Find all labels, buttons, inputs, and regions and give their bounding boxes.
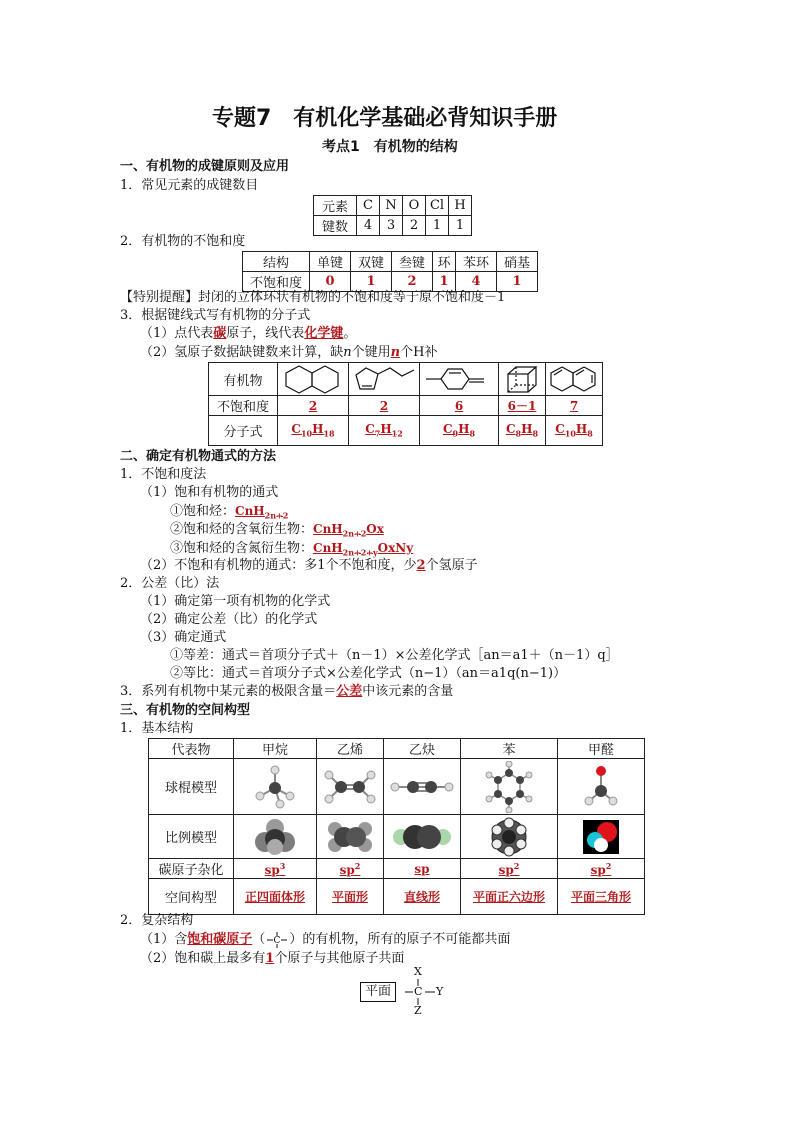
text: ①饱和烃： xyxy=(170,504,236,519)
hybrid-cell: $sp^2$ xyxy=(461,859,558,879)
text: （2）氢原子数据缺键数来计算，缺 xyxy=(140,345,344,360)
paragraph xyxy=(120,683,453,701)
formula-cell: $C_7H_{12}$ xyxy=(349,416,420,446)
text: 个原子与其他原子共面 xyxy=(274,951,405,966)
z-label: Z xyxy=(414,1004,422,1017)
paragraph: 1．常见元素的成键数目 xyxy=(120,178,259,193)
table-cell: 分子式 xyxy=(209,416,278,446)
formula-text: CnH$_{2n+2}$Ox xyxy=(313,522,384,539)
table-cell: 0 xyxy=(310,272,351,292)
table-cell: N xyxy=(380,196,403,216)
table-cell: 硝基 xyxy=(497,252,538,272)
formula-cell: $C_{10}H_8$ xyxy=(546,416,603,446)
table-cell: 空间构型 xyxy=(149,879,234,915)
text: （1）含 xyxy=(140,932,188,947)
formula-cell: $C_9H_8$ xyxy=(420,416,499,446)
table-header: 苯 xyxy=(461,739,558,759)
section-heading-1: 一、有机物的成键原则及应用 xyxy=(120,159,290,174)
paragraph: 1．不饱和度法 xyxy=(120,467,207,482)
section-heading-3: 三、有机物的空间构型 xyxy=(120,703,251,718)
answer-text: 化学键 xyxy=(304,326,344,341)
acetylene-space-filling-icon xyxy=(384,815,461,859)
table-cell: 碳原子杂化 xyxy=(149,859,234,879)
structure-styrene-icon xyxy=(420,363,499,396)
x-label: X xyxy=(414,965,422,978)
table-cell: 6 xyxy=(420,396,499,416)
paragraph: （3）确定通式 xyxy=(140,630,227,645)
table-cell: 苯环 xyxy=(456,252,497,272)
table-cell: Cl xyxy=(426,196,449,216)
table-cell: 球棍模型 xyxy=(149,759,234,815)
text: 原子，线代表 xyxy=(226,326,305,341)
paragraph: 1．基本结构 xyxy=(120,721,194,736)
plane-diagram xyxy=(360,965,460,1018)
table-cell: 有机物 xyxy=(209,363,278,396)
text: ）的有机物，所有的原子不可能都共面 xyxy=(289,932,511,947)
table-cell: 6－1 xyxy=(499,396,546,416)
table-cell: H xyxy=(449,196,472,216)
table-header: 甲烷 xyxy=(234,739,317,759)
paragraph xyxy=(140,325,356,343)
table-header: 甲醛 xyxy=(558,739,645,759)
answer-text: 1 xyxy=(265,951,275,966)
table-cell: 键数 xyxy=(314,216,357,236)
section-heading-2: 二、确定有机物通式的方法 xyxy=(120,449,277,464)
bond-count-table xyxy=(313,195,472,236)
table-cell: 双键 xyxy=(351,252,392,272)
molecule-table xyxy=(208,362,603,446)
spatial-structure-table xyxy=(148,738,645,915)
unsaturation-table xyxy=(242,251,538,292)
text: 个H补 xyxy=(400,345,438,360)
table-cell: 2 xyxy=(278,396,349,416)
formula-text: CnH$_{2n+2}$ xyxy=(235,504,289,521)
table-cell: 不饱和度 xyxy=(209,396,278,416)
table-cell: O xyxy=(403,196,426,216)
table-cell: 结构 xyxy=(243,252,310,272)
paragraph: （1）饱和有机物的通式 xyxy=(140,485,279,500)
text: （2）不饱和有机物的通式：多1个不饱和度，少 xyxy=(140,558,417,573)
text: 中该元素的含量 xyxy=(362,684,454,699)
structure-naphthalene-icon xyxy=(546,363,603,396)
table-cell: 4 xyxy=(456,272,497,292)
table-cell: 正四面体形 xyxy=(234,879,317,915)
table-header: 乙炔 xyxy=(384,739,461,759)
answer-text: 2 xyxy=(416,558,426,573)
text: 个键用 xyxy=(351,345,391,360)
paragraph: 2．有机物的不饱和度 xyxy=(120,234,246,249)
table-cell: 2 xyxy=(349,396,420,416)
bond-lines xyxy=(360,965,460,1018)
plane-box: 平面 xyxy=(360,982,396,1002)
answer-text: 饱和碳原子 xyxy=(187,932,253,947)
paragraph xyxy=(140,557,478,575)
paragraph: （2）确定公差（比）的化学式 xyxy=(140,612,318,627)
table-cell: 1 xyxy=(426,216,449,236)
text: （ xyxy=(252,932,266,947)
table-header: 代表物 xyxy=(149,739,234,759)
ethylene-space-filling-icon xyxy=(317,815,384,859)
text: 个氢原子 xyxy=(425,558,478,573)
table-cell: 不饱和度 xyxy=(243,272,310,292)
hybrid-cell: $sp^2$ xyxy=(558,859,645,879)
text: （1）点代表 xyxy=(140,326,214,341)
page-title: 专题7 有机化学基础必背知识手册 xyxy=(212,106,558,131)
table-cell: 2 xyxy=(392,272,433,292)
structure-cyclopentene-icon xyxy=(349,363,420,396)
special-tip: 【特别提醒】封闭的立体环状有机物的不饱和度等于原不饱和度－1 xyxy=(120,290,506,305)
text: n xyxy=(343,345,352,360)
paragraph: 2．复杂结构 xyxy=(120,913,194,928)
table-header: 乙烯 xyxy=(317,739,384,759)
formula-cell: $C_{10}H_{18}$ xyxy=(278,416,349,446)
answer-text: n xyxy=(390,345,401,360)
paragraph: （1）确定第一项有机物的化学式 xyxy=(140,594,331,609)
table-cell: 1 xyxy=(497,272,538,292)
answer-text: 碳 xyxy=(213,326,227,341)
table-cell: 叁键 xyxy=(392,252,433,272)
structure-cubane-icon xyxy=(499,363,546,396)
ethylene-ball-stick-icon xyxy=(317,759,384,815)
paragraph xyxy=(140,344,437,362)
benzene-space-filling-icon xyxy=(461,815,558,859)
table-cell: 2 xyxy=(403,216,426,236)
svg-text:C: C xyxy=(273,935,281,946)
hybrid-cell: sp xyxy=(384,859,461,879)
table-cell: 平面正六边形 xyxy=(461,879,558,915)
table-cell: 元素 xyxy=(314,196,357,216)
table-cell: 4 xyxy=(357,216,380,236)
c-label: C xyxy=(414,985,423,998)
saturated-carbon-icon xyxy=(266,932,288,948)
formaldehyde-ball-stick-icon xyxy=(558,759,645,815)
paragraph: ②等比：通式＝首项分子式×公差化学式（n−1）（an＝a1q(n−1)） xyxy=(170,666,567,681)
text: 3．系列有机物中某元素的极限含量＝ xyxy=(120,684,337,699)
formaldehyde-space-filling-icon xyxy=(558,815,645,859)
paragraph xyxy=(140,931,510,949)
hybrid-cell: $sp^3$ xyxy=(234,859,317,879)
paragraph: 3．根据键线式写有机物的分子式 xyxy=(120,308,311,323)
table-cell: 环 xyxy=(433,252,456,272)
text: （2）饱和碳上最多有 xyxy=(140,951,266,966)
acetylene-ball-stick-icon xyxy=(384,759,461,815)
table-cell: 平面形 xyxy=(317,879,384,915)
table-cell: 单键 xyxy=(310,252,351,272)
paragraph: ①等差：通式＝首项分子式＋（n－1）×公差化学式［an＝a1＋（n－1）q］ xyxy=(170,648,619,663)
formula-text: CnH$_{2n+2+y}$OxNy xyxy=(313,541,414,558)
table-cell: 直线形 xyxy=(384,879,461,915)
table-cell: 比例模型 xyxy=(149,815,234,859)
table-cell: 平面三角形 xyxy=(558,879,645,915)
benzene-ball-stick-icon xyxy=(461,759,558,815)
methane-space-filling-icon xyxy=(234,815,317,859)
table-cell: 1 xyxy=(351,272,392,292)
structure-decalin-icon xyxy=(278,363,349,396)
y-label: Y xyxy=(436,985,444,998)
paragraph: 2．公差（比）法 xyxy=(120,576,220,591)
answer-text: 公差 xyxy=(336,684,363,699)
paragraph xyxy=(140,950,404,968)
table-cell: 1 xyxy=(433,272,456,292)
table-cell: 3 xyxy=(380,216,403,236)
table-cell: 7 xyxy=(546,396,603,416)
page-subtitle: 考点1 有机物的结构 xyxy=(322,139,458,155)
hybrid-cell: $sp^2$ xyxy=(317,859,384,879)
formula-cell: $C_8H_8$ xyxy=(499,416,546,446)
text: ③饱和烃的含氮衍生物： xyxy=(170,541,314,556)
table-cell: C xyxy=(357,196,380,216)
text: ②饱和烃的含氧衍生物： xyxy=(170,522,314,537)
table-cell: 1 xyxy=(449,216,472,236)
methane-ball-stick-icon xyxy=(234,759,317,815)
text: 。 xyxy=(343,326,357,341)
